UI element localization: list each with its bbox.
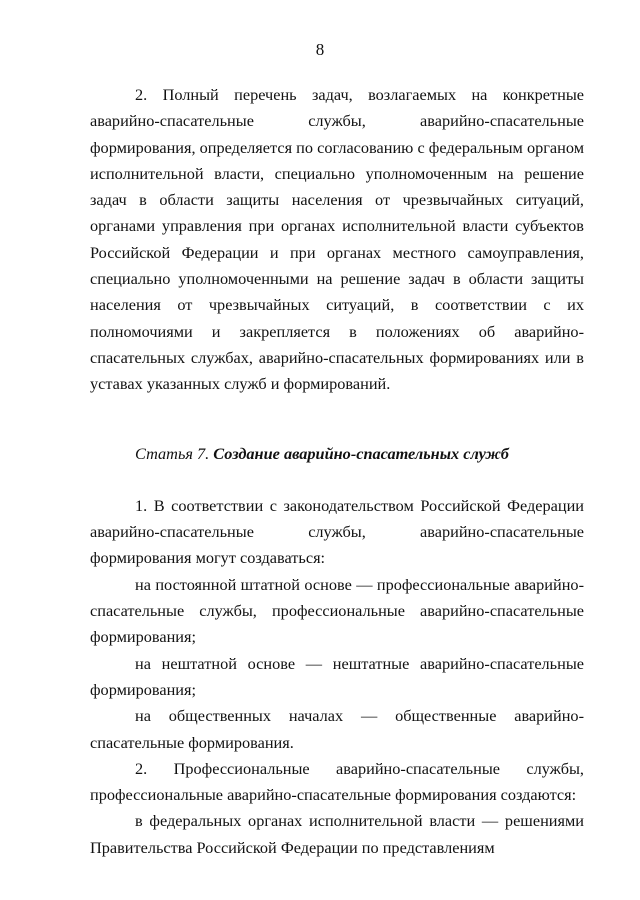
list-item-non-staff-basis: на нештатной основе — нештатные аварийно-спасательные формирования; [90,653,584,699]
spacer [90,467,584,493]
article-7-title: Создание аварийно-спасательных служб [213,443,509,463]
page-number: 8 [315,40,325,59]
article-7-label: Статья 7. [135,443,210,463]
list-item-public-basis: на общественных началах — общественные аварийно-спасательные формирования. [90,706,584,752]
paragraph-article6-item2: 2. Полный перечень задач, возлагаемых на конкретные аварийно-спасательные службы, аварийно-спасательные формирования, определяется по согласованию с федеральным органом исполнительной власти, специально уполномоченным на решение задач в области защиты населения от чрезвычайных ситуаций, органами управления при органах исполнительной власти субъектов Российской Федерации и при органах местного самоуправления, специально уполномоченными на решение задач в области защиты населения от чрезвычайных ситуаций, в соответствии с их полномочиями и закрепляется в положениях об аварийно-спасательных службах, аварийно-спасательных формированиях или в уставах указанных служб и формирований. [90,85,584,394]
list-item-federal-bodies: в федеральных органах исполнительной власти — решениями Правительства Российской Федерации по представлениям [90,811,584,857]
list-item-permanent-basis: на постоянной штатной основе — профессиональные аварийно-спасательные службы, профессиональные аварийно-спасательные формирования; [90,574,584,647]
paragraph-article7-item1: 1. В соответствии с законодательством Российской Федерации аварийно-спасательные службы, аварийно-спасательные формирования могут создаваться: [90,495,584,568]
spacer [90,398,584,441]
paragraph-article7-item2: 2. Профессиональные аварийно-спасательные службы, профессиональные аварийно-спасательные формирования создаются: [90,758,584,805]
article-7-heading [90,441,584,467]
document-body [90,82,584,861]
